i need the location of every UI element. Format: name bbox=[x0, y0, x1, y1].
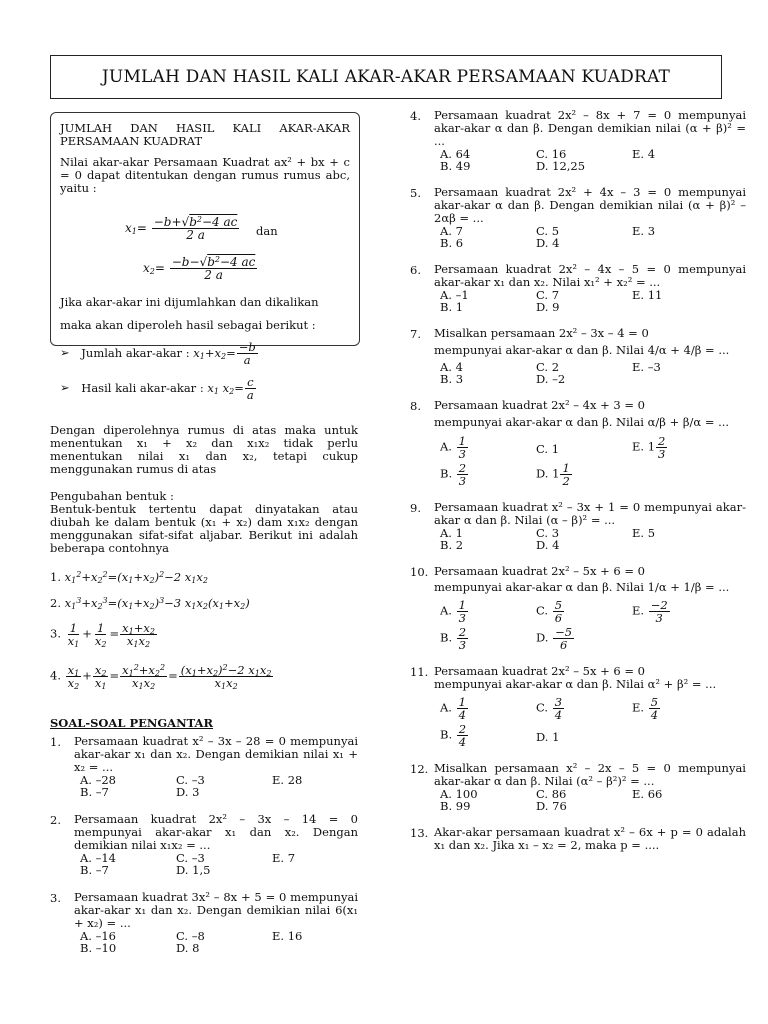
bullet-prod-label: Hasil kali akar-akar : bbox=[81, 380, 204, 395]
option-d: D. –2 bbox=[536, 372, 566, 386]
option-b: B. –10 bbox=[80, 941, 117, 955]
question-2 bbox=[50, 813, 358, 876]
question-options bbox=[80, 930, 358, 954]
option-c: C. 86 bbox=[536, 787, 567, 801]
question-10 bbox=[410, 565, 746, 651]
option-d: D. 8 bbox=[176, 941, 200, 955]
option-d: D. 4 bbox=[536, 236, 560, 250]
question-options bbox=[440, 788, 746, 812]
question-number: 6. bbox=[410, 263, 421, 277]
question-13 bbox=[410, 826, 746, 852]
option-c: C. –8 bbox=[176, 929, 205, 943]
option-a: A. –1 bbox=[440, 288, 469, 302]
option-a: A. 1 bbox=[440, 526, 463, 540]
option-c: C. 1 bbox=[536, 442, 560, 456]
question-text: Persamaan kuadrat 3x² – 8x + 5 = 0 mempunyai akar-akar x₁ dan x₂. Dengan demikian nilai 6(x₁ + x₂) = ... bbox=[74, 890, 358, 930]
left-questions bbox=[50, 735, 358, 954]
option-d: D. 12,25 bbox=[536, 159, 586, 173]
option-d: D. 9 bbox=[536, 300, 560, 314]
option-e: E. $\frac{-2}{3}$ bbox=[632, 598, 668, 625]
bullet-product bbox=[60, 376, 257, 401]
option-b: B. 99 bbox=[440, 799, 471, 813]
option-c: C. $\frac{3}{4}$ bbox=[536, 695, 563, 722]
question-text: Persamaan kuadrat 2x² – 5x + 6 = 0 bbox=[434, 564, 645, 578]
question-options bbox=[440, 361, 746, 385]
identity-4: 4. $\frac{x_1}{x_2}$ + $\frac{x_2}{x_1}$ = $\frac{x_1^2+x_2^2}{x_1x_2}$ = $\frac{(x_1+x_2)^2-2 x_1x_2}{x_1x_2}$ bbox=[50, 663, 272, 691]
formula-x1: $x_1=$ $\frac{-b+√b^2-4 ac}{2 a}$ bbox=[125, 215, 238, 242]
question-options bbox=[440, 696, 746, 748]
option-a: A. $\frac{1}{3}$ bbox=[440, 598, 466, 625]
question-9 bbox=[410, 501, 746, 551]
question-number: 12. bbox=[410, 762, 429, 776]
question-text-2: mempunyai akar-akar α dan β. Nilai 1/α + 1/β = ... bbox=[434, 580, 730, 594]
question-text: Persamaan kuadrat x² – 3x + 1 = 0 mempunyai akar-akar α dan β. Nilai (α – β)² = ... bbox=[434, 500, 746, 527]
option-a: A. –28 bbox=[80, 773, 116, 787]
formula-x2: $x_2=$ $\frac{-b-√b^2-4 ac}{2 a}$ bbox=[143, 255, 256, 282]
identity-2: 2. $x_1^3+x_2^3=(x_1+x_2)^3-3$ $x_1x_2(x_1+x_2)$ bbox=[50, 596, 250, 611]
question-text-2: mempunyai akar-akar α dan β. Nilai 4/α + 4/β = ... bbox=[434, 343, 730, 357]
question-text: Persamaan kuadrat 2x² – 5x + 6 = 0 bbox=[434, 664, 645, 678]
question-number: 11. bbox=[410, 665, 429, 679]
question-number: 5. bbox=[410, 186, 421, 200]
question-text-2: mempunyai akar-akar α dan β. Nilai α² + β² = ... bbox=[434, 677, 717, 691]
box-heading: JUMLAH DAN HASIL KALI AKAR-AKAR PERSAMAAN KUADRAT bbox=[60, 121, 350, 148]
option-e: E. –3 bbox=[632, 360, 661, 374]
question-number: 4. bbox=[410, 109, 421, 123]
option-b: B. 2 bbox=[440, 538, 464, 552]
formula-box-content bbox=[60, 122, 350, 195]
option-d: D. 1 $\frac{1}{2}$ bbox=[536, 461, 570, 488]
question-text: Persamaan kuadrat 2x² + 4x – 3 = 0 mempunyai akar-akar α dan β. Dengan demikian nilai (α + β)² – 2αβ = ... bbox=[434, 185, 746, 225]
question-number: 13. bbox=[410, 826, 429, 840]
box-intro: Nilai akar-akar Persamaan Kuadrat ax² + bx + c = 0 dapat ditentukan dengan rumus rumus abc, yaitu : bbox=[60, 155, 350, 195]
option-e: E. 11 bbox=[632, 288, 663, 302]
question-options bbox=[80, 852, 358, 876]
option-b: B. –7 bbox=[80, 785, 109, 799]
question-options bbox=[440, 435, 746, 487]
option-e: E. 66 bbox=[632, 787, 663, 801]
arrow-bullet-icon: ➢ bbox=[60, 380, 70, 395]
option-a: A. $\frac{1}{3}$ bbox=[440, 434, 466, 461]
question-options bbox=[80, 774, 358, 798]
question-12 bbox=[410, 762, 746, 812]
question-options bbox=[440, 148, 746, 172]
option-c: C. 5 bbox=[536, 224, 560, 238]
box-after-2: maka akan diperoleh hasil sebagai berikut : bbox=[60, 318, 316, 332]
option-e: E. 28 bbox=[272, 773, 303, 787]
question-options bbox=[440, 289, 746, 313]
option-d: D. 4 bbox=[536, 538, 560, 552]
question-5 bbox=[410, 186, 746, 249]
option-b: B. $\frac{2}{3}$ bbox=[440, 625, 467, 652]
question-number: 3. bbox=[50, 891, 61, 905]
option-e: E. $\frac{5}{4}$ bbox=[632, 695, 659, 722]
question-3 bbox=[50, 891, 358, 954]
question-number: 1. bbox=[50, 735, 61, 749]
option-c: C. $\frac{5}{6}$ bbox=[536, 598, 563, 625]
option-c: C. 7 bbox=[536, 288, 560, 302]
option-d: D. 1,5 bbox=[176, 863, 211, 877]
question-text: Persamaan kuadrat 2x² – 4x – 5 = 0 mempunyai akar-akar x₁ dan x₂. Nilai x₁² + x₂² = ... bbox=[434, 262, 746, 289]
question-text: Persamaan kuadrat 2x² – 4x + 3 = 0 bbox=[434, 398, 645, 412]
para2-text: Bentuk-bentuk tertentu dapat dinyatakan atau diubah ke dalam bentuk (x₁ + x₂) dam x₁x₂ dengan menggunakan sifat-sifat aljabar. Berikut ini adalah beberapa contohnya bbox=[50, 502, 358, 555]
option-b: B. –7 bbox=[80, 863, 109, 877]
question-number: 9. bbox=[410, 501, 421, 515]
option-b: B. 6 bbox=[440, 236, 464, 250]
para2-title: Pengubahan bentuk : bbox=[50, 489, 174, 503]
identity-1: 1. $x_1^2+x_2^2=(x_1+x_2)^2-2$ $x_1x_2$ bbox=[50, 570, 208, 585]
option-e: E. 5 bbox=[632, 526, 656, 540]
box-dan: dan bbox=[256, 224, 278, 238]
paragraph-2 bbox=[50, 490, 358, 555]
paragraph-1 bbox=[50, 424, 358, 476]
option-c: C. –3 bbox=[176, 773, 205, 787]
option-e: E. 7 bbox=[272, 851, 296, 865]
option-a: A. 4 bbox=[440, 360, 463, 374]
option-c: C. –3 bbox=[176, 851, 205, 865]
bullet-sum-label: Jumlah akar-akar : bbox=[81, 345, 190, 360]
question-text: Persamaan kuadrat 2x² – 3x – 14 = 0 mempunyai akar-akar x₁ dan x₂. Dengan demikian nilai x₁x₂ = ... bbox=[74, 812, 358, 852]
question-options bbox=[440, 599, 746, 651]
identity-3: 3. $\frac{1}{x_1}$ + $\frac{1}{x_2}$ = $\frac{x_1+x_2}{x_1x_2}$ bbox=[50, 621, 155, 649]
option-a: A. –14 bbox=[80, 851, 116, 865]
question-text: Misalkan persamaan x² – 2x – 5 = 0 mempunyai akar-akar α dan β. Nilai (α² – β²)² = ... bbox=[434, 761, 746, 788]
question-4 bbox=[410, 109, 746, 172]
option-b: B. 49 bbox=[440, 159, 471, 173]
question-8 bbox=[410, 399, 746, 487]
sum-formula: $x_1+x_2=$ $\frac{-b}{a}$ bbox=[193, 340, 256, 367]
box-after-1: Jika akar-akar ini dijumlahkan dan dikalikan bbox=[60, 295, 319, 309]
question-options bbox=[440, 527, 746, 551]
option-b: B. 3 bbox=[440, 372, 464, 386]
option-e: E. 4 bbox=[632, 147, 656, 161]
option-a: A. $\frac{1}{4}$ bbox=[440, 695, 466, 722]
option-d: D. $\frac{-5}{6}$ bbox=[536, 625, 573, 652]
option-c: C. 2 bbox=[536, 360, 560, 374]
section-title: SOAL-SOAL PENGANTAR bbox=[50, 716, 214, 730]
question-text-2: mempunyai akar-akar α dan β. Nilai α/β + β/α = ... bbox=[434, 415, 730, 429]
question-7 bbox=[410, 327, 746, 385]
question-1 bbox=[50, 735, 358, 798]
arrow-bullet-icon: ➢ bbox=[60, 345, 70, 360]
right-questions bbox=[410, 109, 746, 852]
para1-text: Dengan diperolehnya rumus di atas maka untuk menentukan x₁ + x₂ dan x₁x₂ tidak perlu menentukan nilai x₁ dan x₂, tetapi cukup menggunakan rumus di atas bbox=[50, 423, 358, 476]
option-a: A. 64 bbox=[440, 147, 471, 161]
question-number: 2. bbox=[50, 813, 61, 827]
option-c: C. 3 bbox=[536, 526, 560, 540]
product-formula: $x_1$ $x_2=$ $\frac{c}{a}$ bbox=[207, 375, 254, 402]
option-a: A. –16 bbox=[80, 929, 116, 943]
option-d: D. 3 bbox=[176, 785, 200, 799]
option-d: D. 1 bbox=[536, 730, 560, 744]
question-6 bbox=[410, 263, 746, 313]
question-text: Persamaan kuadrat 2x² – 8x + 7 = 0 mempunyai akar-akar α dan β. Dengan demikian nilai (α + β)² = ... bbox=[434, 108, 746, 148]
box-after bbox=[60, 296, 350, 332]
option-e: E. 1 $\frac{2}{3}$ bbox=[632, 434, 666, 461]
question-number: 10. bbox=[410, 565, 429, 579]
option-d: D. 76 bbox=[536, 799, 567, 813]
question-text: Misalkan persamaan 2x² – 3x – 4 = 0 bbox=[434, 326, 649, 340]
option-a: A. 7 bbox=[440, 224, 463, 238]
option-c: C. 16 bbox=[536, 147, 567, 161]
option-b: B. $\frac{2}{3}$ bbox=[440, 461, 467, 488]
question-text: Akar-akar persamaan kuadrat x² – 6x + p = 0 adalah x₁ dan x₂. Jika x₁ – x₂ = 2, maka p = .... bbox=[434, 825, 746, 852]
question-number: 8. bbox=[410, 399, 421, 413]
option-b: B. $\frac{2}{4}$ bbox=[440, 722, 467, 749]
option-e: E. 3 bbox=[632, 224, 656, 238]
option-e: E. 16 bbox=[272, 929, 303, 943]
question-number: 7. bbox=[410, 327, 421, 341]
bullet-sum bbox=[60, 341, 259, 366]
question-text: Persamaan kuadrat x² – 3x – 28 = 0 mempunyai akar-akar x₁ dan x₂. Dengan demikian nilai x₁ + x₂ = ... bbox=[74, 734, 358, 774]
question-11 bbox=[410, 665, 746, 748]
option-a: A. 100 bbox=[440, 787, 478, 801]
page-title: JUMLAH DAN HASIL KALI AKAR-AKAR PERSAMAAN KUADRAT bbox=[50, 55, 722, 99]
option-b: B. 1 bbox=[440, 300, 464, 314]
question-options bbox=[440, 225, 746, 249]
